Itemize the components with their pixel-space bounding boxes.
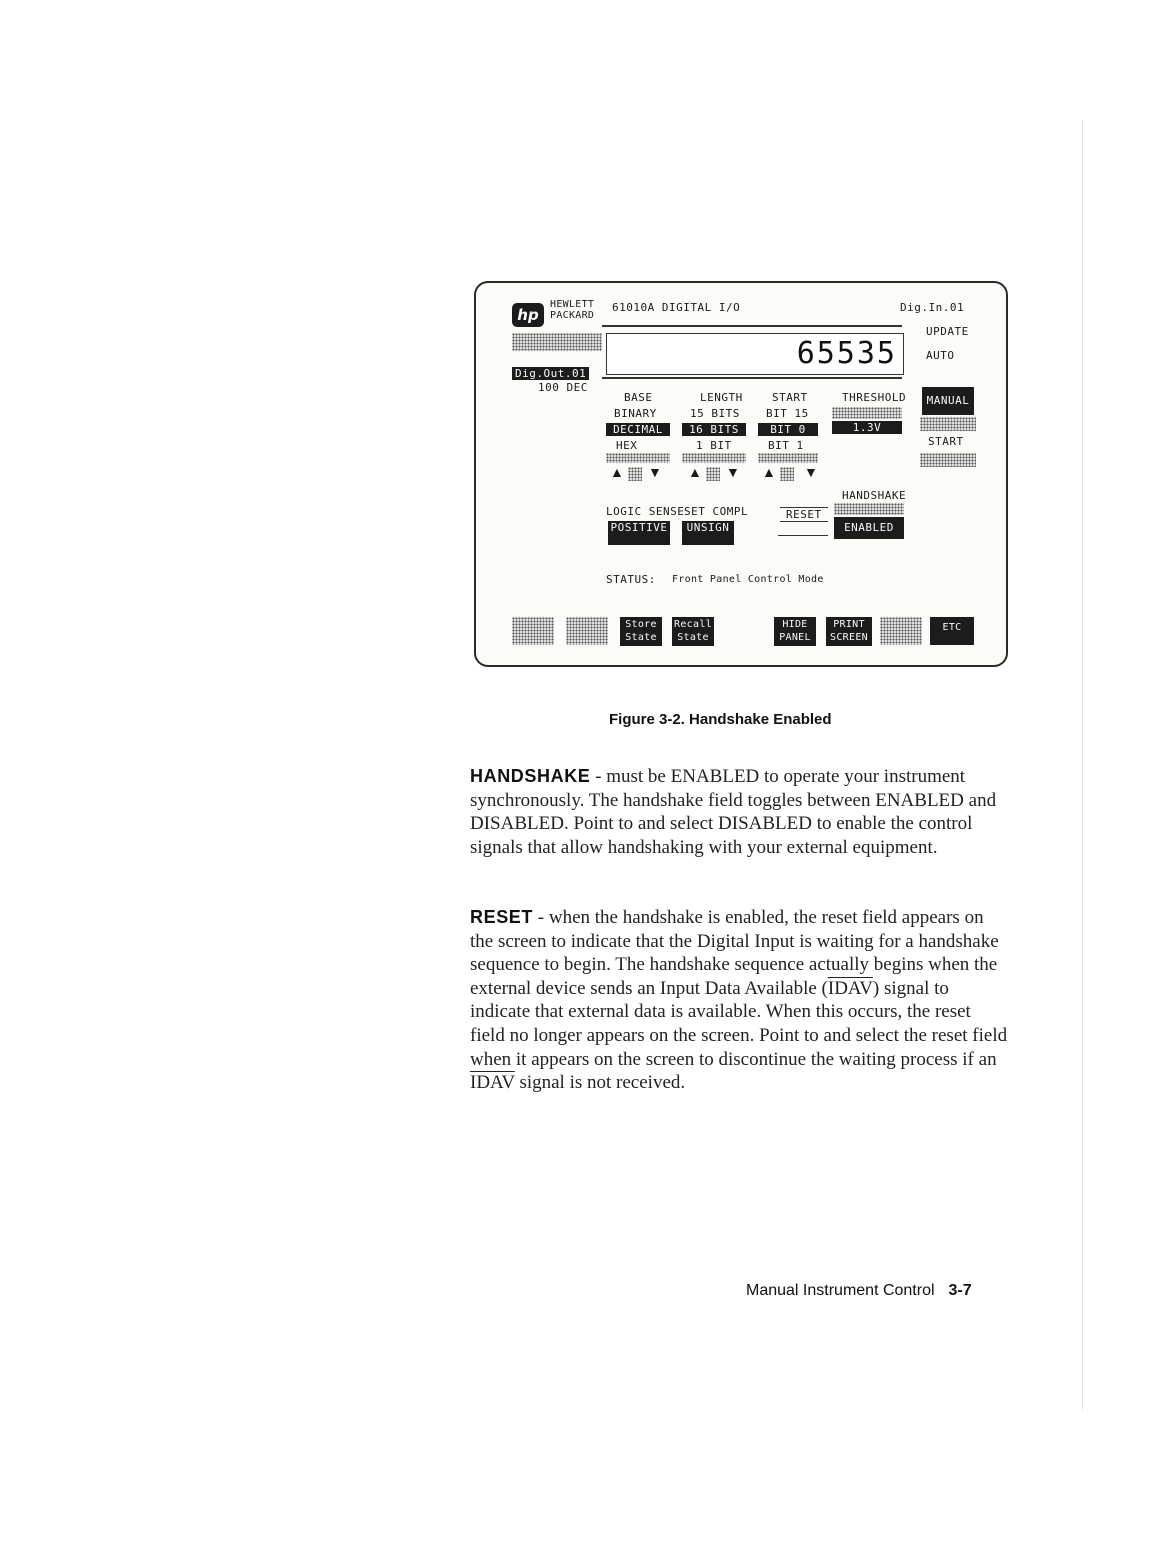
page-edge-line bbox=[1082, 120, 1083, 1410]
logo-text: hp bbox=[517, 306, 539, 324]
display-value: 65535 bbox=[796, 336, 897, 371]
logo-shading bbox=[512, 333, 602, 351]
base-arrow-gap bbox=[628, 467, 642, 481]
start-option-bit-0[interactable]: BIT 0 bbox=[758, 423, 818, 436]
length-label: LENGTH bbox=[700, 391, 743, 404]
start-button-shading bbox=[920, 453, 976, 467]
length-arrow-gap bbox=[706, 467, 720, 481]
softkey-hide-panel-label: HIDE PANEL bbox=[779, 619, 811, 643]
softkey-store-state[interactable] bbox=[620, 617, 662, 646]
base-option-binary[interactable]: BINARY bbox=[614, 407, 657, 420]
threshold-value[interactable]: 1.3V bbox=[832, 421, 902, 434]
figure-caption: Figure 3-2. Handshake Enabled bbox=[609, 711, 832, 728]
length-option-1-bit[interactable]: 1 BIT bbox=[696, 439, 732, 452]
page-footer bbox=[746, 1282, 972, 1300]
softkey-print-screen[interactable] bbox=[826, 617, 872, 646]
instrument-screen bbox=[474, 281, 1008, 667]
status-text: Front Panel Control Mode bbox=[672, 574, 824, 585]
window-id: Dig.In.01 bbox=[900, 301, 965, 314]
reset-paragraph bbox=[470, 906, 1010, 1095]
softkey-etc[interactable] bbox=[930, 617, 974, 645]
base-label: BASE bbox=[624, 391, 653, 404]
reset-text-1: - when the handshake is enabled, the reset field appears on the screen to indicate that the Digital Input is waiting for a handshake sequence to begin. The handshake sequence actually begins when the external device sends an Input Data Available ( bbox=[470, 907, 999, 999]
display-top-rule bbox=[602, 325, 902, 327]
softkey-store-state-label: Store State bbox=[625, 619, 657, 643]
start-down-arrow-icon[interactable]: ▼ bbox=[804, 466, 818, 481]
reset-text-3: signal is not received. bbox=[514, 1072, 686, 1094]
softkey-recall-state[interactable] bbox=[672, 617, 714, 646]
idav-signal-2: IDAV bbox=[470, 1072, 515, 1094]
trigger-mode-button[interactable]: MANUAL bbox=[922, 387, 974, 415]
reset-term: RESET bbox=[470, 907, 534, 927]
reset-text-2: ) signal to indicate that external data is available. When this occurs, the reset field no longer appears on the screen. Point to and select the reset field when it appears on the screen to discontinue the waiting process if an bbox=[470, 977, 1008, 1070]
status-label: STATUS: bbox=[606, 573, 656, 586]
base-down-arrow-icon[interactable]: ▼ bbox=[648, 466, 662, 481]
softkey-2[interactable] bbox=[566, 617, 608, 645]
update-label[interactable]: UPDATE bbox=[926, 325, 969, 338]
softkey-1[interactable] bbox=[512, 617, 554, 645]
output-tag[interactable]: Dig.Out.01 bbox=[512, 367, 589, 380]
instrument-title: 61010A DIGITAL I/O bbox=[612, 301, 741, 314]
start-arrow-gap bbox=[780, 467, 794, 481]
company-line-1: HEWLETT bbox=[550, 299, 595, 310]
idav-signal-1: IDAV bbox=[827, 977, 873, 999]
softkey-etc-label: ETC bbox=[942, 622, 962, 633]
value-display bbox=[606, 333, 904, 375]
handshake-term: HANDSHAKE bbox=[470, 766, 591, 786]
trigger-mode-shading bbox=[920, 417, 976, 431]
reset-underline bbox=[778, 535, 828, 536]
footer-section: Manual Instrument Control bbox=[746, 1282, 935, 1299]
handshake-value[interactable]: ENABLED bbox=[834, 517, 904, 539]
logic-sense-label: LOGIC SENSE bbox=[606, 505, 685, 518]
length-up-arrow-icon[interactable]: ▲ bbox=[688, 466, 702, 481]
start-selector-shading bbox=[758, 453, 818, 463]
output-value: 100 DEC bbox=[538, 381, 588, 394]
length-option-16-bits[interactable]: 16 BITS bbox=[682, 423, 746, 436]
base-selector-shading bbox=[606, 453, 670, 463]
base-option-hex[interactable]: HEX bbox=[616, 439, 638, 452]
reset-field[interactable]: RESET bbox=[780, 507, 828, 522]
footer-page-number: 3-7 bbox=[948, 1282, 972, 1299]
softkey-hide-panel[interactable] bbox=[774, 617, 816, 646]
company-name bbox=[550, 299, 594, 321]
threshold-label: THRESHOLD bbox=[842, 391, 907, 404]
threshold-shading bbox=[832, 407, 902, 419]
softkey-print-screen-label: PRINT SCREEN bbox=[830, 619, 868, 643]
start-option-bit-1[interactable]: BIT 1 bbox=[768, 439, 804, 452]
length-option-15-bits[interactable]: 15 BITS bbox=[690, 407, 740, 420]
set-compl-value[interactable]: UNSIGN bbox=[682, 521, 734, 545]
base-up-arrow-icon[interactable]: ▲ bbox=[610, 466, 624, 481]
handshake-shading bbox=[834, 503, 904, 515]
handshake-text: - must be ENABLED to operate your instrument synchronously. The handshake field toggles between ENABLED and DISABLED. Point to and select DISABLED to enable the control signals that allow handshaking with your external equipment. bbox=[470, 766, 997, 858]
length-down-arrow-icon[interactable]: ▼ bbox=[726, 466, 740, 481]
display-bottom-rule bbox=[602, 377, 902, 379]
company-line-2: PACKARD bbox=[550, 310, 595, 321]
handshake-label: HANDSHAKE bbox=[842, 489, 907, 502]
update-mode[interactable]: AUTO bbox=[926, 349, 955, 362]
start-button[interactable]: START bbox=[928, 435, 964, 448]
length-selector-shading bbox=[682, 453, 746, 463]
start-label: START bbox=[772, 391, 808, 404]
handshake-paragraph bbox=[470, 765, 1010, 859]
start-up-arrow-icon[interactable]: ▲ bbox=[762, 466, 776, 481]
start-option-bit-15[interactable]: BIT 15 bbox=[766, 407, 809, 420]
softkey-recall-state-label: Recall State bbox=[674, 619, 712, 643]
base-option-decimal[interactable]: DECIMAL bbox=[606, 423, 670, 436]
hp-logo-icon bbox=[512, 303, 544, 327]
set-compl-label: SET COMPL bbox=[684, 505, 749, 518]
softkey-7[interactable] bbox=[880, 617, 922, 645]
logic-sense-value[interactable]: POSITIVE bbox=[608, 521, 670, 545]
